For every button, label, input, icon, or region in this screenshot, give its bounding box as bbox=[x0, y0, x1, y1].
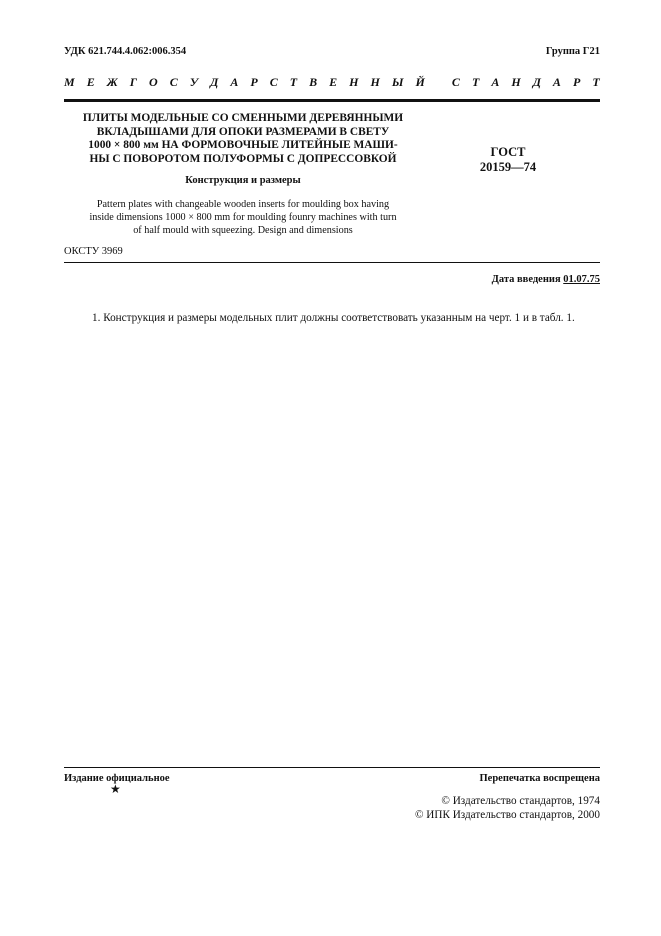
body-paragraph: 1. Конструкция и размеры модельных плит должны соответствовать указанным на черт. 1 и в табл. 1. bbox=[92, 312, 575, 324]
star-icon: ★ bbox=[110, 782, 121, 796]
banner-letter: Е bbox=[86, 75, 95, 89]
banner-letter: У bbox=[189, 75, 199, 89]
banner-letter: Н bbox=[511, 75, 521, 89]
banner-letter: С bbox=[269, 75, 278, 89]
reprint-notice: Перепечатка воспрещена bbox=[479, 773, 600, 784]
english-line: Pattern plates with changeable wooden inserts for moulding box having bbox=[96, 199, 390, 210]
banner-letter: Т bbox=[471, 75, 480, 89]
banner-letter: А bbox=[552, 75, 561, 89]
banner-letter: О bbox=[149, 75, 158, 89]
banner-letter: С bbox=[451, 75, 460, 89]
banner-letter bbox=[437, 75, 440, 90]
document-subtitle: Конструкция и размеры bbox=[185, 175, 301, 186]
banner-letter: Н bbox=[370, 75, 380, 89]
document-title bbox=[60, 112, 426, 166]
banner-letter: Е bbox=[329, 75, 338, 89]
banner-letter: М bbox=[64, 75, 75, 89]
gost-number: 20159—74 bbox=[479, 160, 537, 174]
banner-letter: Г bbox=[129, 75, 137, 89]
copyright-line: © Издательство стандартов, 1974 bbox=[441, 795, 600, 807]
udk-code: УДК 621.744.4.062:006.354 bbox=[64, 46, 187, 57]
english-title bbox=[58, 198, 428, 238]
banner-letter: Р bbox=[250, 75, 258, 89]
date-label: Дата введения bbox=[491, 274, 561, 285]
banner-letter: Д bbox=[210, 75, 219, 89]
banner-letter: Т bbox=[289, 75, 298, 89]
banner-letter: С bbox=[169, 75, 178, 89]
banner-letter: Ы bbox=[391, 75, 404, 89]
banner-letter: В bbox=[309, 75, 318, 89]
middle-rule bbox=[64, 262, 600, 263]
banner-letter: Д bbox=[532, 75, 541, 89]
okstu-code: ОКСТУ 3969 bbox=[64, 246, 123, 257]
banner-letter: А bbox=[491, 75, 500, 89]
banner-letter: Й bbox=[415, 75, 425, 89]
gost-designation bbox=[448, 145, 568, 175]
title-line: ВКЛАДЫШАМИ ДЛЯ ОПОКИ РАЗМЕРАМИ В СВЕТУ bbox=[96, 125, 390, 138]
banner-letter: Р bbox=[572, 75, 581, 89]
footer-rule bbox=[64, 767, 600, 768]
effective-date bbox=[492, 274, 600, 285]
copyright-line: © ИПК Издательство стандартов, 2000 bbox=[414, 809, 600, 821]
date-value: 01.07.75 bbox=[563, 274, 600, 285]
banner-letter: Ж bbox=[106, 75, 118, 89]
banner-letter: Т bbox=[592, 75, 600, 89]
banner-letter: А bbox=[230, 75, 239, 89]
banner-letter: Н bbox=[349, 75, 359, 89]
english-line: of half mould with squeezing. Design and dimensions bbox=[133, 225, 353, 237]
title-line: ПЛИТЫ МОДЕЛЬНЫЕ СО СМЕННЫМИ ДЕРЕВЯННЫМИ bbox=[82, 112, 404, 124]
top-rule bbox=[64, 99, 600, 102]
gost-label: ГОСТ bbox=[490, 145, 526, 159]
standard-banner bbox=[64, 75, 600, 90]
group-code: Группа Г21 bbox=[545, 46, 600, 57]
english-line: inside dimensions 1000 × 800 mm for moulding founry machines with turn bbox=[89, 212, 397, 224]
official-edition: Издание официальное bbox=[64, 773, 170, 784]
title-line: 1000 × 800 мм НА ФОРМОВОЧНЫЕ ЛИТЕЙНЫЕ МАШИ- bbox=[88, 139, 398, 152]
title-line: НЫ С ПОВОРОТОМ ПОЛУФОРМЫ С ДОПРЕССОВКОЙ bbox=[89, 152, 397, 165]
